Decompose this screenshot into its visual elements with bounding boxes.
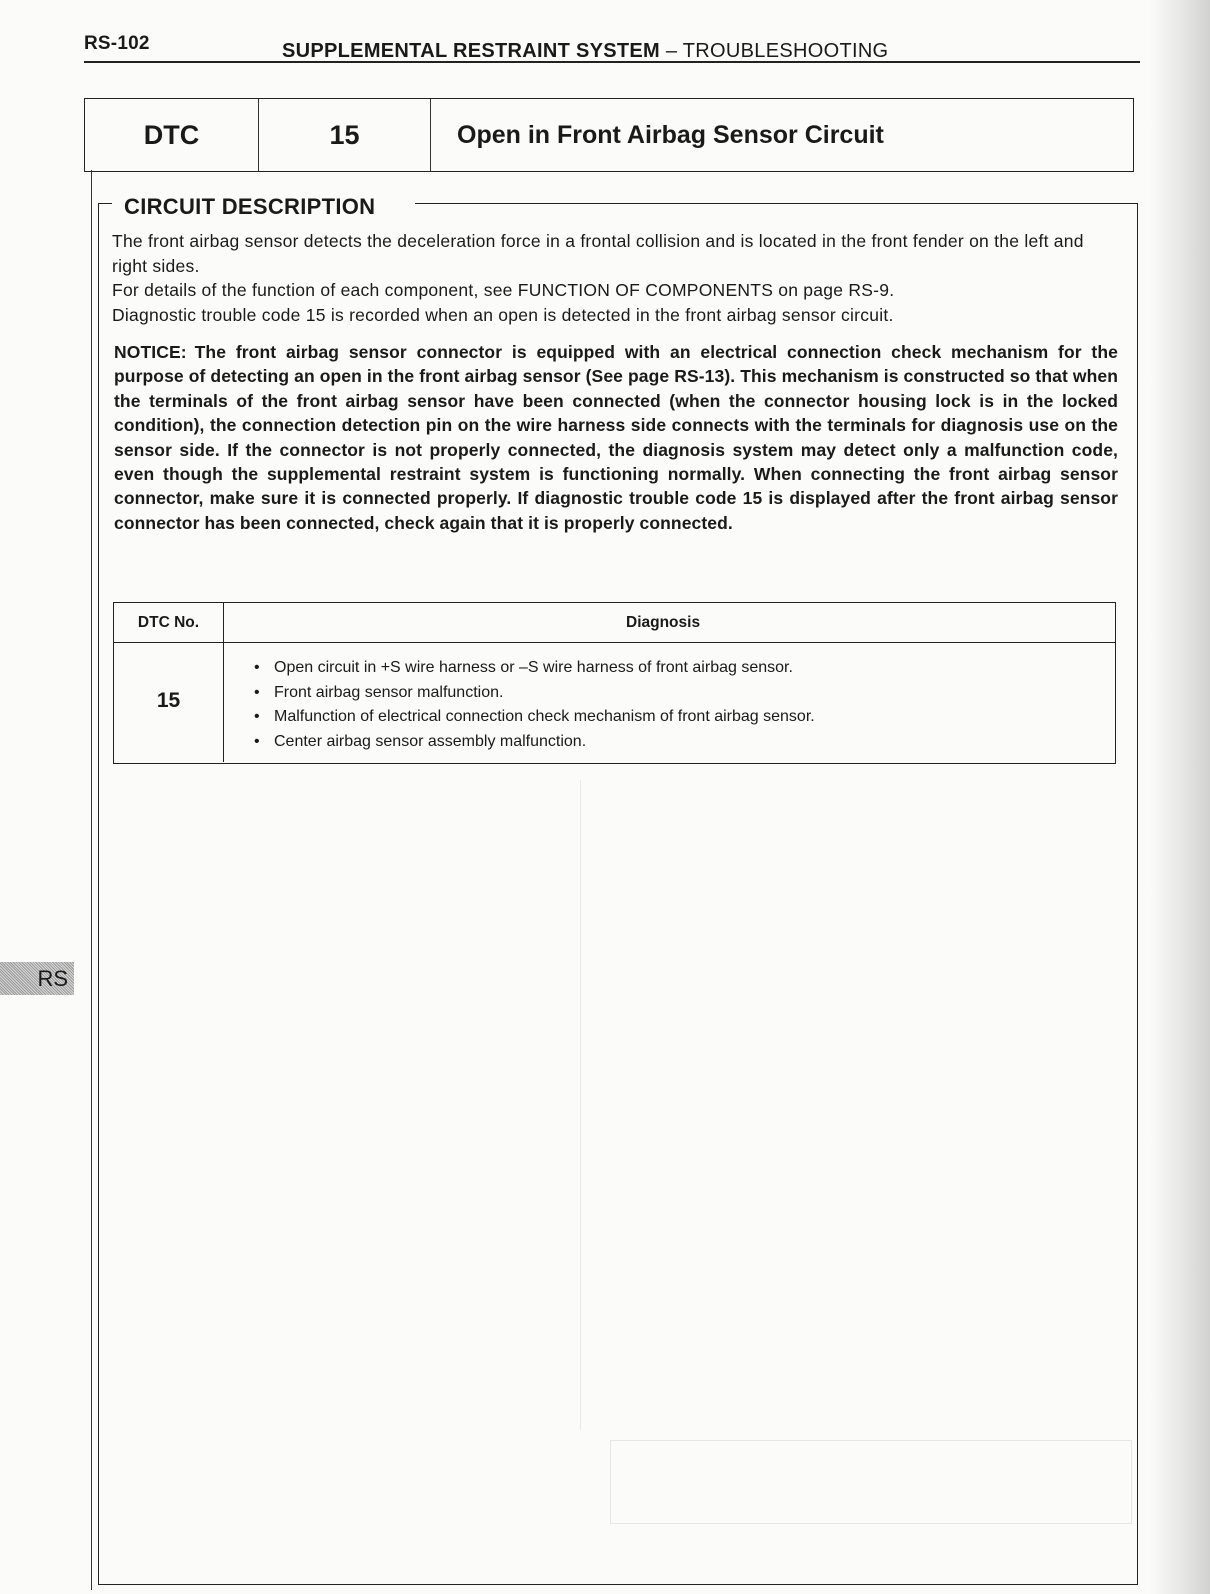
page-code: RS-102 bbox=[84, 33, 150, 54]
section-subtitle: TROUBLESHOOTING bbox=[682, 40, 889, 62]
frame-top-line bbox=[415, 203, 1138, 204]
bleed-through-texture bbox=[580, 780, 1121, 1430]
column-header-diagnosis: Diagnosis bbox=[626, 613, 701, 631]
header-rule bbox=[84, 61, 1140, 63]
diagnosis-item: • Malfunction of electrical connection check mechanism of front airbag sensor. bbox=[254, 705, 1115, 730]
section-title-main: SUPPLEMENTAL RESTRAINT SYSTEM bbox=[282, 40, 660, 62]
circuit-description-heading: CIRCUIT DESCRIPTION bbox=[120, 194, 381, 220]
dtc-title: Open in Front Airbag Sensor Circuit bbox=[457, 120, 884, 149]
scan-edge-shadow bbox=[1150, 0, 1210, 1594]
bleed-through-box bbox=[610, 1440, 1132, 1524]
page-margin-rule bbox=[91, 170, 92, 1590]
notice-text: The front airbag sensor connector is equipped with an electrical connection check mechanism for the purpose of detecting an open in the front airbag sensor (See page RS-13). This mechanism is constructed so that when the terminals of the front airbag sensor have been connected (when the connector housing lock is in the locked condition), the connection detection pin on the wire harness side connects with the terminals for diagnosis use on the sensor side. If the connector is not properly connected, the diagnosis system may detect only a malfunction code, even though the supplemental restraint system is functioning normally. When connecting the front airbag sensor connector, make sure it is connected properly. If diagnostic trouble code 15 is displayed after the front airbag sensor connector has been connected, check again that it is properly connected. bbox=[114, 342, 1118, 533]
dtc-code: 15 bbox=[259, 99, 431, 171]
table-header-row bbox=[114, 603, 1115, 643]
diagnosis-item: • Center airbag sensor assembly malfunction. bbox=[254, 730, 1115, 755]
description-paragraph: The front airbag sensor detects the deceleration force in a frontal collision and is located in the front fender on the left and right sides. bbox=[112, 231, 1084, 276]
section-title bbox=[282, 40, 888, 63]
frame-top-left-line bbox=[98, 203, 112, 204]
notice-block bbox=[114, 340, 1118, 535]
description-paragraph: Diagnostic trouble code 15 is recorded when an open is detected in the front airbag sensor circuit. bbox=[112, 304, 894, 325]
diagnosis-item: • Open circuit in +S wire harness or –S wire harness of front airbag sensor. bbox=[254, 656, 1115, 681]
description-paragraph: For details of the function of each component, see FUNCTION OF COMPONENTS on page RS-9. bbox=[112, 280, 895, 300]
diagnosis-item: • Front airbag sensor malfunction. bbox=[254, 681, 1115, 706]
dtc-label: DTC bbox=[85, 99, 259, 171]
dtc-header-box bbox=[84, 98, 1134, 172]
diagnosis-table bbox=[113, 602, 1116, 764]
section-side-tab: RS bbox=[0, 962, 74, 995]
dtc-number-cell: 15 bbox=[114, 643, 224, 762]
table-row bbox=[114, 643, 1115, 762]
title-separator: – bbox=[660, 40, 683, 62]
column-header-dtc-no: DTC No. bbox=[114, 603, 224, 642]
notice-label: NOTICE: bbox=[114, 342, 187, 362]
diagnosis-cell bbox=[224, 643, 1115, 762]
circuit-description-text bbox=[112, 229, 1118, 327]
diagnosis-list bbox=[254, 656, 1115, 754]
